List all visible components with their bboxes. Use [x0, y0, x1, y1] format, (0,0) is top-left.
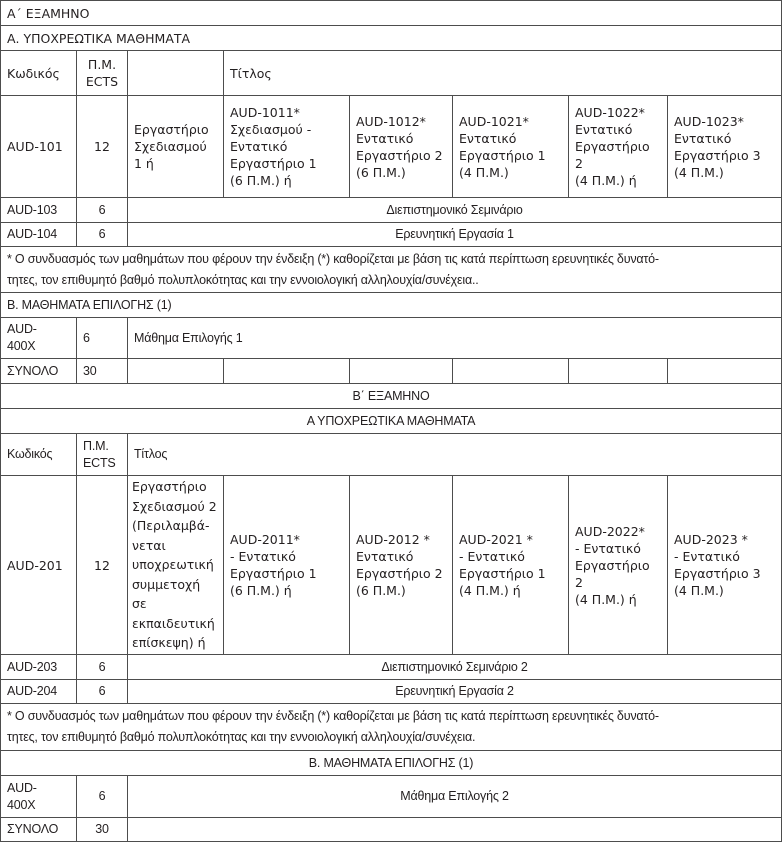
- elective-title: Μάθημα Επιλογής 1: [127, 317, 782, 359]
- course-title: Εργαστήριο Σχεδιασμού 2 (Περιλαμβά- νεται υποχρεωτική συμμετοχή σε εκπαιδευτική επίσκεψη) ή: [127, 475, 224, 655]
- course-option: AUD-2022* - Εντατικό Εργαστήριο 2 (4 Π.Μ.) ή: [568, 475, 668, 655]
- total-value: 30: [76, 358, 128, 384]
- header-title: Τίτλος: [223, 50, 782, 96]
- course-code: AUD-201: [0, 475, 77, 655]
- total-value: 30: [76, 817, 128, 842]
- course-option: AUD-1021* Εντατικό Εργαστήριο 1 (4 Π.Μ.): [452, 95, 569, 198]
- semester-b-title: Β΄ ΕΞΑΜΗΝΟ: [0, 383, 782, 409]
- course-option: AUD-1011* Σχεδιασμού - Εντατικό Εργαστήριο 1 (6 Π.Μ.) ή: [223, 95, 350, 198]
- course-option: AUD-1022* Εντατικό Εργαστήριο 2 (4 Π.Μ.) ή: [568, 95, 668, 198]
- course-option: AUD-2011* - Εντατικό Εργαστήριο 1 (6 Π.Μ.) ή: [223, 475, 350, 655]
- course-ects: 6: [76, 222, 128, 247]
- total-label: ΣΥΝΟΛΟ: [0, 358, 77, 384]
- course-code: AUD-203: [0, 654, 77, 680]
- empty-cell: [452, 358, 569, 384]
- course-code: AUD-204: [0, 679, 77, 704]
- empty-cell: [127, 817, 782, 842]
- empty-cell: [667, 358, 782, 384]
- course-option: AUD-2023 * - Εντατικό Εργαστήριο 3 (4 Π.Μ.): [667, 475, 782, 655]
- course-title: Διεπιστημονικό Σεμινάριο 2: [127, 654, 782, 680]
- footnote: * Ο συνδυασμός των μαθημάτων που φέρουν την ένδειξη (*) καθορίζεται με βάση τις κατά περίπτωση ερευνητικές δυνατό- τητες, τον επιθυμητό βαθμό πολυπλοκότητας και την εννοιολογική αλληλουχία/συνέχεια..: [0, 246, 782, 293]
- course-ects: 12: [76, 475, 128, 655]
- course-code: AUD-103: [0, 197, 77, 223]
- course-code: AUD-101: [0, 95, 77, 198]
- course-ects: 12: [76, 95, 128, 198]
- empty-cell: [223, 358, 350, 384]
- footnote: * Ο συνδυασμός των μαθημάτων που φέρουν την ένδειξη (*) καθορίζεται με βάση τις κατά περίπτωση ερευνητικές δυνατό- τητες, τον επιθυμητό βαθμό πολυπλοκότητας και την εννοιολογική αλληλουχία/συνέχεια.: [0, 703, 782, 751]
- elective-title: Μάθημα Επιλογής 2: [127, 775, 782, 818]
- empty-cell: [568, 358, 668, 384]
- header-blank: [127, 50, 224, 96]
- course-option: AUD-2012 * Εντατικό Εργαστήριο 2 (6 Π.Μ.): [349, 475, 453, 655]
- header-ects: Π.Μ. ECTS: [76, 50, 128, 96]
- elective-code: AUD- 400X: [0, 775, 77, 818]
- semester-b-compulsory-title: Α ΥΠΟΧΡΕΩΤΙΚΑ ΜΑΘΗΜΑΤΑ: [0, 408, 782, 434]
- course-ects: 6: [76, 654, 128, 680]
- total-label: ΣΥΝΟΛΟ: [0, 817, 77, 842]
- semester-a-compulsory-title: Α. ΥΠΟΧΡΕΩΤΙΚΑ ΜΑΘΗΜΑΤΑ: [0, 25, 782, 51]
- course-option: AUD-2021 * - Εντατικό Εργαστήριο 1 (4 Π.Μ.) ή: [452, 475, 569, 655]
- course-ects: 6: [76, 197, 128, 223]
- empty-cell: [349, 358, 453, 384]
- header-code: Κωδικός: [0, 50, 77, 96]
- course-ects: 6: [76, 679, 128, 704]
- header-ects: Π.Μ. ECTS: [76, 433, 128, 476]
- header-title: Τίτλος: [127, 433, 782, 476]
- empty-cell: [127, 358, 224, 384]
- course-code: AUD-104: [0, 222, 77, 247]
- course-option: AUD-1023* Εντατικό Εργαστήριο 3 (4 Π.Μ.): [667, 95, 782, 198]
- semester-a-elective-title: Β. ΜΑΘΗΜΑΤΑ ΕΠΙΛΟΓΗΣ (1): [0, 292, 782, 318]
- course-option: AUD-1012* Εντατικό Εργαστήριο 2 (6 Π.Μ.): [349, 95, 453, 198]
- course-title: Ερευνητική Εργασία 1: [127, 222, 782, 247]
- elective-code: AUD- 400X: [0, 317, 77, 359]
- elective-ects: 6: [76, 775, 128, 818]
- semester-a-title: Α΄ ΕΞΑΜΗΝΟ: [0, 0, 782, 26]
- elective-ects: 6: [76, 317, 128, 359]
- course-title: Ερευνητική Εργασία 2: [127, 679, 782, 704]
- course-title: Διεπιστημονικό Σεμινάριο: [127, 197, 782, 223]
- course-title: Εργαστήριο Σχεδιασμού 1 ή: [127, 95, 224, 198]
- semester-b-elective-title: Β. ΜΑΘΗΜΑΤΑ ΕΠΙΛΟΓΗΣ (1): [0, 750, 782, 776]
- header-code: Κωδικός: [0, 433, 77, 476]
